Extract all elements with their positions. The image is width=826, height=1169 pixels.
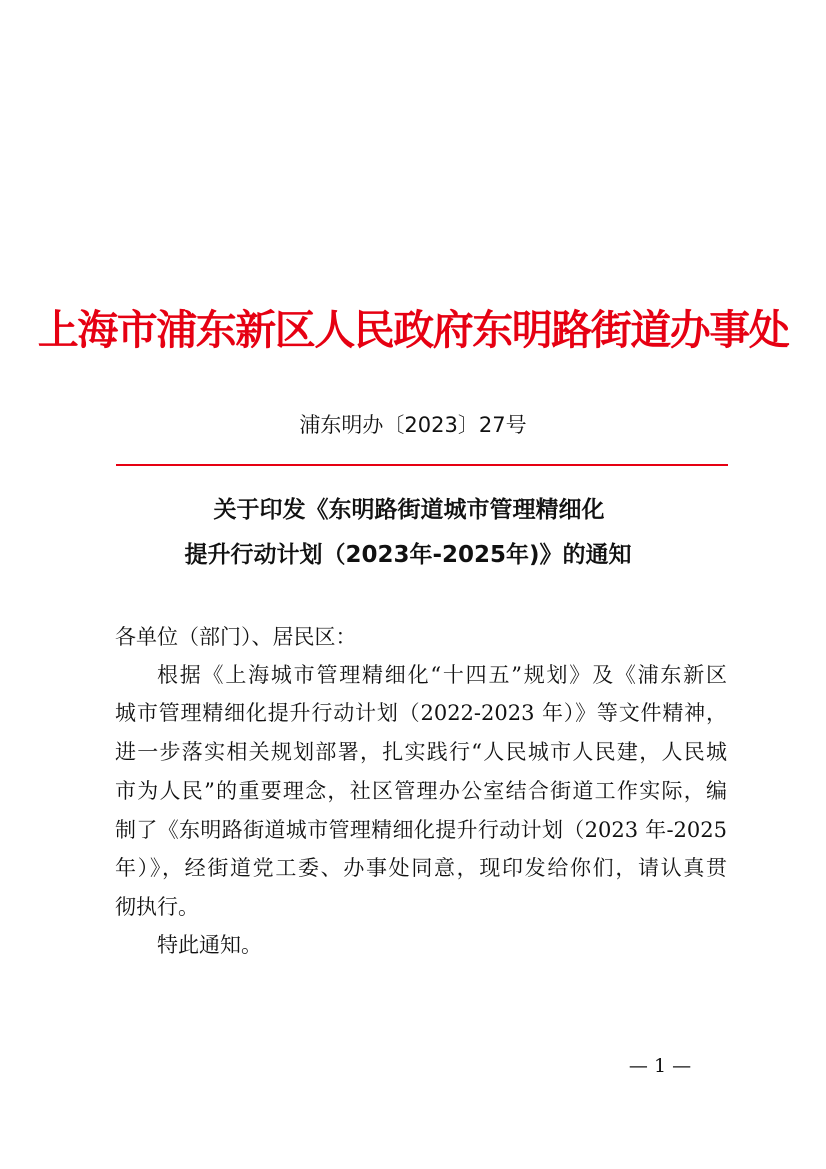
paragraph-line: 进一步落实相关规划部署，扎实践行“人民城市人民建，人民城 — [115, 740, 727, 764]
paragraph-line: 市为人民”的重要理念，社区管理办公室结合街道工作实际，编 — [115, 779, 727, 803]
notice-title-line-1: 关于印发《东明路街道城市管理精细化 — [213, 497, 605, 523]
paragraph-line: 年）》，经街道党工委、办事处同意，现印发给你们，请认真贯 — [115, 856, 727, 880]
page-number: — 1 — — [628, 1055, 692, 1077]
paragraph-line: 制了《东明路街道城市管理精细化提升行动计划（2023 年-2025 — [115, 818, 727, 842]
document-number: 浦东明办〔2023〕27号 — [299, 413, 527, 437]
closing-remark: 特此通知。 — [157, 933, 262, 957]
issuing-organization-title: 上海市浦东新区人民政府东明路街道办事处 — [37, 306, 789, 354]
paragraph-line: 彻执行。 — [115, 895, 199, 919]
paragraph-line: 城市管理精细化提升行动计划（2022-2023 年）》等文件精神， — [115, 701, 727, 725]
notice-title-line-2: 提升行动计划（2023年-2025年)》的通知 — [184, 542, 632, 568]
salutation: 各单位（部门）、居民区： — [115, 625, 357, 649]
paragraph-line: 根据《上海城市管理精细化“十四五”规划》及《浦东新区 — [157, 663, 727, 687]
red-separator-line — [116, 464, 728, 466]
